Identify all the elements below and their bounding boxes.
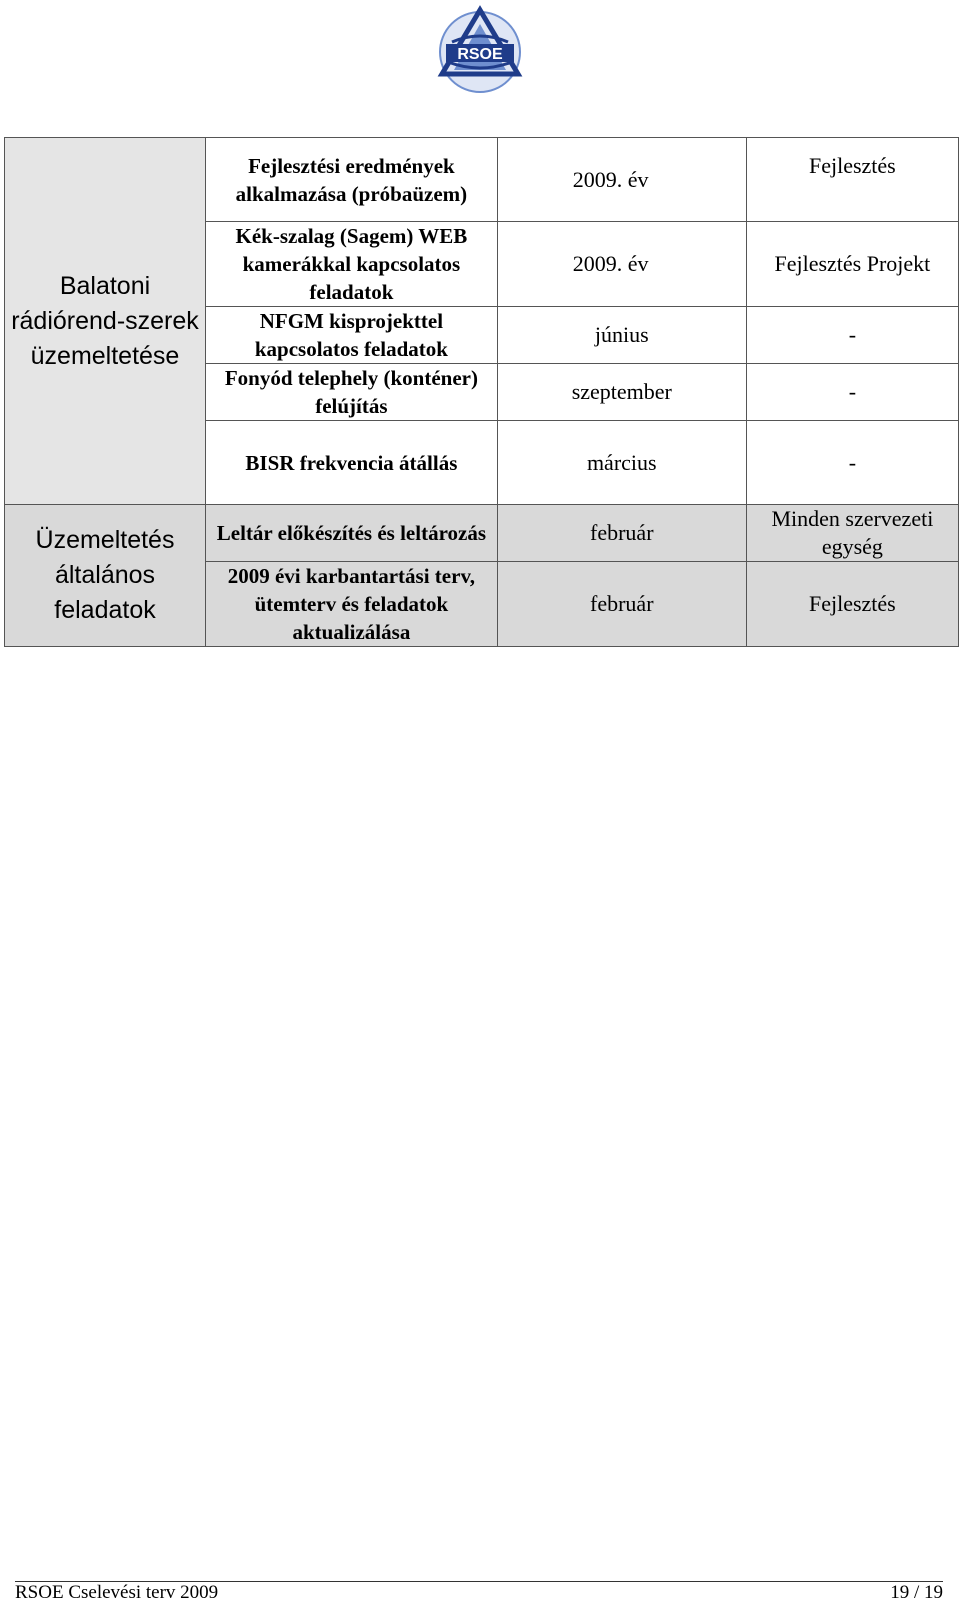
task-cell: NFGM kisprojekttel kapcsolatos feladatok: [206, 307, 498, 364]
page-number: 19 / 19: [890, 1582, 943, 1603]
group-cell-general: Üzemeltetés általános feladatok: [5, 505, 206, 647]
page-footer: [15, 1581, 943, 1603]
task-cell: Fonyód telephely (konténer) felújítás: [206, 364, 498, 421]
task-cell: 2009 évi karbantartási terv, ütemterv és feladatok aktualizálása: [206, 562, 498, 647]
date-cell: 2009. év: [497, 138, 746, 222]
table-row: [5, 505, 959, 562]
logo-text: RSOE: [457, 46, 503, 63]
table-row: [5, 138, 959, 222]
responsible-cell: Fejlesztés: [746, 138, 958, 222]
date-cell: március: [497, 421, 746, 505]
task-cell: BISR frekvencia átállás: [206, 421, 498, 505]
responsible-cell: Fejlesztés: [746, 562, 958, 647]
task-table: [4, 137, 959, 647]
task-cell: Fejlesztési eredmények alkalmazása (próbaüzem): [206, 138, 498, 222]
date-cell: 2009. év: [497, 222, 746, 307]
responsible-cell: Minden szervezeti egység: [746, 505, 958, 562]
responsible-cell: -: [746, 421, 958, 505]
responsible-cell: -: [746, 364, 958, 421]
responsible-cell: Fejlesztés Projekt: [746, 222, 958, 307]
date-cell: szeptember: [497, 364, 746, 421]
date-cell: február: [497, 505, 746, 562]
date-cell: június: [497, 307, 746, 364]
rsoe-logo: [432, 2, 528, 98]
footer-title: RSOE Cselevési terv 2009: [15, 1582, 219, 1603]
task-cell: Leltár előkészítés és leltározás: [206, 505, 498, 562]
responsible-cell: -: [746, 307, 958, 364]
task-cell: Kék-szalag (Sagem) WEB kamerákkal kapcsolatos feladatok: [206, 222, 498, 307]
group-cell-balatoni: Balatoni rádiórend-szerek üzemeltetése: [5, 138, 206, 505]
date-cell: február: [497, 562, 746, 647]
